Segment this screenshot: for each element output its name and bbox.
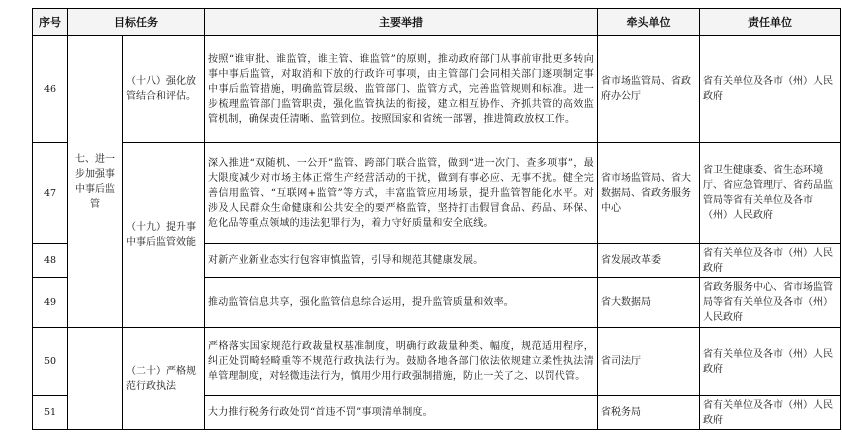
measure-cell: 推动监管信息共享，强化监管信息综合运用，提升监管质量和效率。 <box>205 278 598 328</box>
task-table <box>32 8 841 430</box>
subgoal-cell: （十八）强化放管结合和评估。 <box>123 36 205 143</box>
measure-cell: 严格落实国家规范行政裁量权基准制度，明确行政裁量种类、幅度，规范适用程序，纠正处罚畸轻畸重等不规范行政执法行为。鼓励各地各部门依法依规建立柔性执法清单管理制度，对轻微违法行为，慎用少用行政强制措施，防止一关了之、以罚代管。 <box>205 328 598 396</box>
responsible-unit-cell: 省有关单位及各市（州）人民政府 <box>700 244 841 278</box>
header-seq: 序号 <box>33 9 68 36</box>
header-row <box>33 9 841 36</box>
responsible-unit-cell: 省卫生健康委、省生态环境厅、省应急管理厅、省药品监管局等省有关单位及各市（州）人民政府 <box>700 143 841 244</box>
responsible-unit-cell: 省有关单位及各市（州）人民政府 <box>700 36 841 143</box>
row-seq: 46 <box>33 36 68 143</box>
header-lead: 牵头单位 <box>598 9 700 36</box>
lead-unit-cell: 省市场监管局、省政府办公厅 <box>598 36 700 143</box>
row-seq: 48 <box>33 244 68 278</box>
row-seq: 50 <box>33 328 68 396</box>
lead-unit-cell: 省司法厅 <box>598 328 700 396</box>
lead-unit-cell: 省税务局 <box>598 396 700 430</box>
measure-cell: 深入推进“双随机、一公开”监管、跨部门联合监管，做到“进一次门、查多项事”，最大限度减少对市场主体正常生产经营活动的干扰，做到有事必应、无事不扰。健全完善信用监管、“互联网+监管”等方式，丰富监管应用场景，提升监管智能化水平。对涉及人民群众生命健康和公共安全的要严格监管，坚持打击假冒食品、药品、环保、危化品等重点领域的违法犯罪行为，着力守好质量和安全底线。 <box>205 143 598 244</box>
responsible-unit-cell: 省政务服务中心、省市场监管局等省有关单位及各市（州）人民政府 <box>700 278 841 328</box>
measure-cell: 对新产业新业态实行包容审慎监管，引导和规范其健康发展。 <box>205 244 598 278</box>
table-row <box>33 36 841 143</box>
row-seq: 51 <box>33 396 68 430</box>
header-goal: 目标任务 <box>68 9 205 36</box>
table-row <box>33 143 841 244</box>
goal-group-cell-empty <box>68 328 123 430</box>
responsible-unit-cell: 省有关单位及各市（州）人民政府 <box>700 396 841 430</box>
lead-unit-cell: 省市场监管局、省大数据局、省政务服务中心 <box>598 143 700 244</box>
row-seq: 47 <box>33 143 68 244</box>
table-row <box>33 328 841 396</box>
header-resp: 责任单位 <box>700 9 841 36</box>
lead-unit-cell: 省大数据局 <box>598 278 700 328</box>
row-seq: 49 <box>33 278 68 328</box>
lead-unit-cell: 省发展改革委 <box>598 244 700 278</box>
measure-cell: 按照“谁审批、谁监管，谁主管、谁监管”的原则，推动政府部门从事前审批更多转向事中事后监管，对取消和下放的行政许可事项，由主管部门会同相关部门逐项制定事中事后监管措施，明确监管层级、监管部门、监管方式，完善监管规则和标准。进一步梳理监管部门监管职责，强化监管执法的衔接，建立相互协作、齐抓共管的高效监管机制，确保责任清晰、监管到位。按照国家和省统一部署，推进简政放权工作。 <box>205 36 598 143</box>
goal-group-cell: 七、进一步加强事中事后监管 <box>68 36 123 328</box>
header-measure: 主要举措 <box>205 9 598 36</box>
subgoal-cell: （二十）严格规范行政执法 <box>123 328 205 430</box>
subgoal-cell: （十九）提升事中事后监管效能 <box>123 143 205 328</box>
responsible-unit-cell: 省有关单位及各市（州）人民政府 <box>700 328 841 396</box>
measure-cell: 大力推行税务行政处罚“首违不罚”事项清单制度。 <box>205 396 598 430</box>
